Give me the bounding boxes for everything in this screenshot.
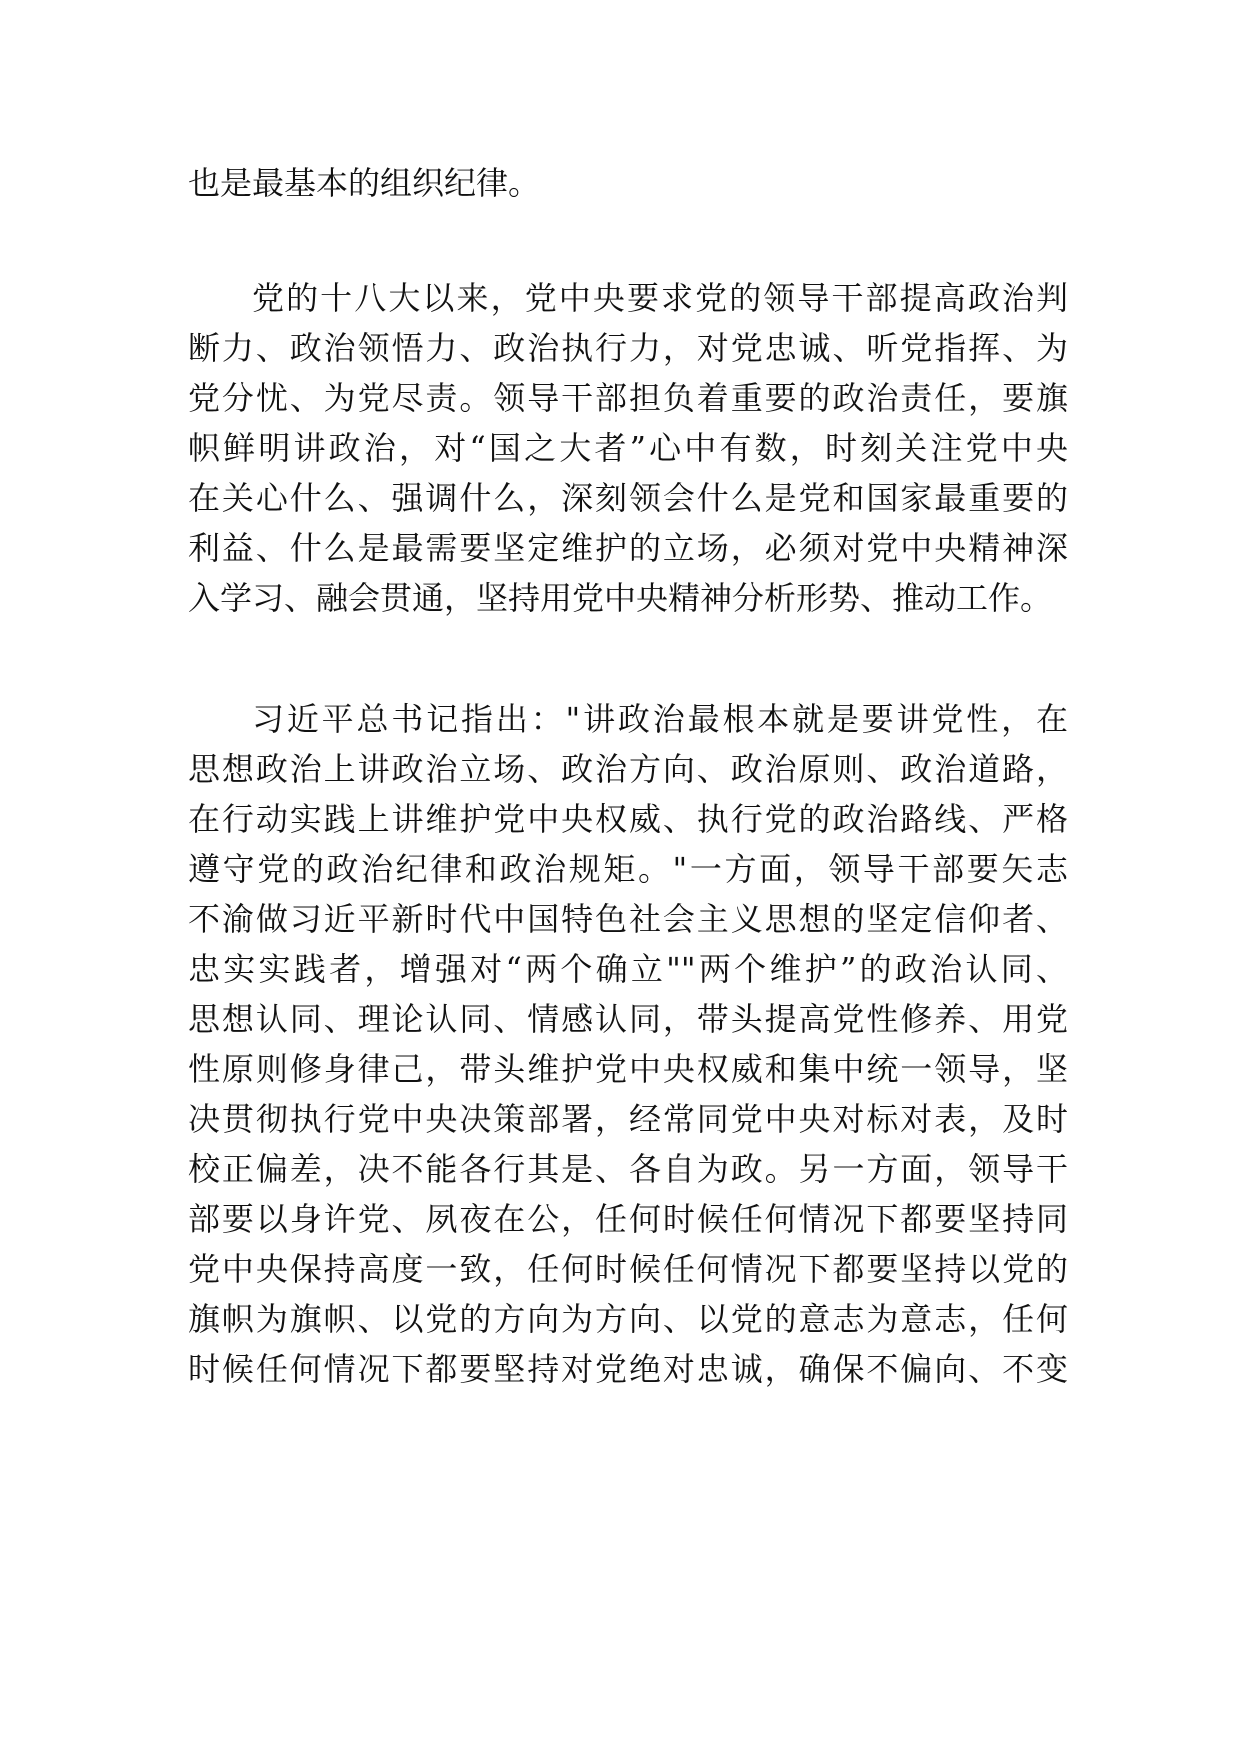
text-line: 性原则修身律己，带头维护党中央权威和集中统一领导，坚 [188,1050,1068,1088]
text-line: 部要以身许党、夙夜在公，任何时候任何情况下都要坚持同 [188,1200,1068,1238]
paragraph-continuation [188,158,1068,208]
text-line: 习近平总书记指出："讲政治最根本就是要讲党性，在 [252,700,1068,738]
text-line: 帜鲜明讲政治，对“国之大者”心中有数，时刻关注党中央 [188,429,1068,467]
text-line: 入学习、融会贯通，坚持用党中央精神分析形势、推动工作。 [188,579,1053,617]
text-line: 思想认同、理论认同、情感认同，带头提高党性修养、用党 [188,1000,1068,1038]
text-line: 断力、政治领悟力、政治执行力，对党忠诚、听党指挥、为 [188,329,1068,367]
text-line: 遵守党的政治纪律和政治规矩。"一方面，领导干部要矢志 [188,850,1068,888]
text-line: 时候任何情况下都要堅持对党绝对忠诚，确保不偏向、不变 [188,1350,1068,1388]
text-line: 决贯彻执行党中央决策部署，经常同党中央对标对表，及时 [188,1100,1068,1138]
text-line: 在行动实践上讲维护党中央权威、执行党的政治路线、严格 [188,800,1068,838]
text-line: 党分忧、为党尽责。领导干部担负着重要的政治责任，要旗 [188,379,1068,417]
paragraph-party-congress [188,273,1068,623]
paragraph-quote [188,694,1068,1394]
text-line: 党中央保持高度一致，任何时候任何情况下都要坚持以党的 [188,1250,1068,1288]
text-line: 忠实实践者，增强对“两个确立""两个维护”的政治认同、 [188,950,1068,988]
text-line: 校正偏差，决不能各行其是、各自为政。另一方面，领导干 [188,1150,1068,1188]
text-line: 旗帜为旗帜、以党的方向为方向、以党的意志为意志，任何 [188,1300,1068,1338]
text-line: 利益、什么是最需要坚定维护的立场，必须对党中央精神深 [188,529,1068,567]
text-line: 党的十八大以来，党中央要求党的领导干部提高政治判 [252,279,1068,317]
text-line: 思想政治上讲政治立场、政治方向、政治原则、政治道路， [188,750,1068,788]
text-line: 也是最基本的组织纪律。 [188,164,541,202]
text-line: 不渝做习近平新时代中国特色社会主义思想的坚定信仰者、 [188,900,1068,938]
text-line: 在关心什么、强调什么，深刻领会什么是党和国家最重要的 [188,479,1068,517]
